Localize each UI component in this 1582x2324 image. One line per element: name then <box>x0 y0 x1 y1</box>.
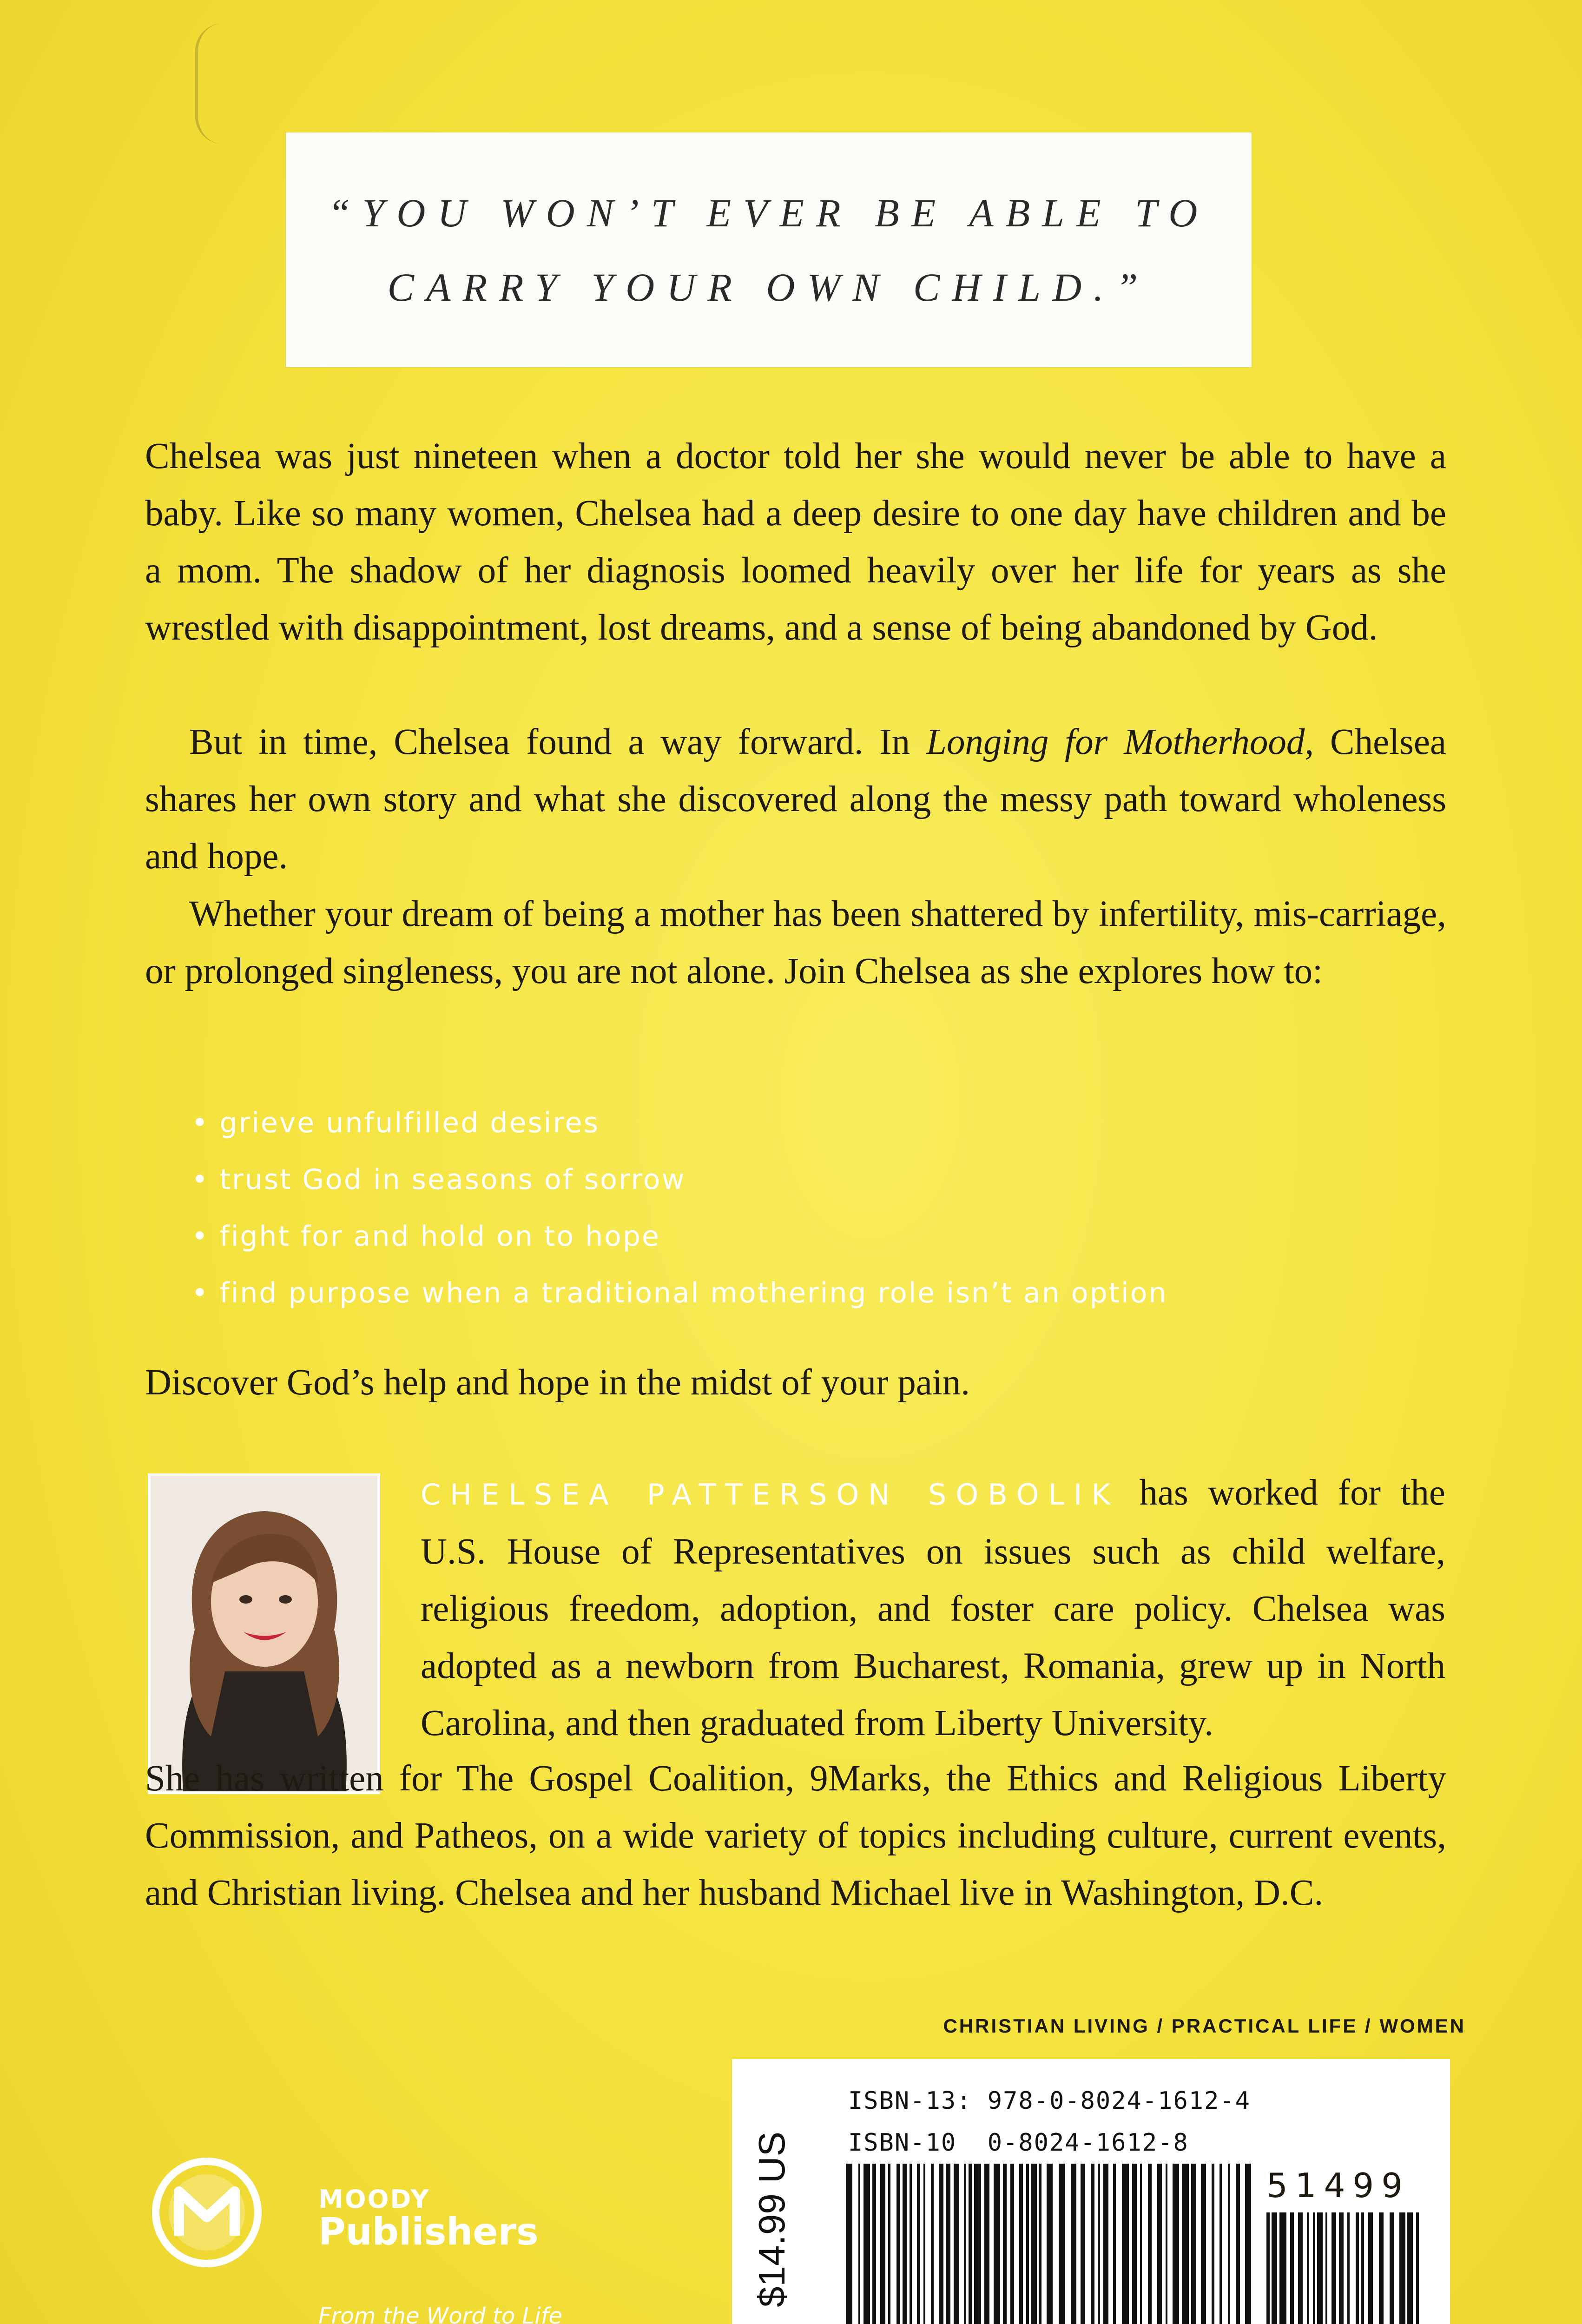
paragraph-3-text: Whether your dream of being a mother has been shattered by infertility, mis-carriage, or prolonged singleness, you are not alone. Join Chelsea as she explores how to: <box>145 894 1446 991</box>
barcode-bar <box>1379 2212 1384 2324</box>
barcode-bar <box>1031 2164 1037 2324</box>
bullet-item: • grieve unfulfilled desires <box>191 1095 1400 1151</box>
description-paragraph-3 <box>145 885 1446 1000</box>
barcode-bar <box>946 2164 950 2324</box>
barcode-bar <box>931 2164 934 2324</box>
barcode-bar <box>1313 2212 1315 2324</box>
description-paragraph-1 <box>145 428 1446 656</box>
barcode-bar <box>1003 2164 1007 2324</box>
pull-quote-box <box>286 132 1252 367</box>
barcode-bar <box>1317 2212 1323 2324</box>
barcode-bar <box>846 2164 852 2324</box>
barcode-bar <box>910 2164 912 2324</box>
barcode-bar <box>1047 2164 1053 2324</box>
barcode-bar <box>1081 2164 1085 2324</box>
author-bio-first <box>421 1464 1445 1752</box>
barcode-bar <box>1212 2164 1214 2324</box>
bullet-item: • fight for and hold on to hope <box>191 1208 1400 1265</box>
bullet-item: • trust God in seasons of sorrow <box>191 1151 1400 1208</box>
barcode-bar <box>872 2164 876 2324</box>
barcode-addon-icon <box>1266 2212 1424 2324</box>
barcode-bar <box>1279 2212 1286 2324</box>
barcode-bar <box>1368 2212 1373 2324</box>
barcode-bar <box>1339 2212 1344 2324</box>
barcode-bar <box>1157 2164 1162 2324</box>
publisher-name-line-1: MOODY <box>318 2185 430 2214</box>
author-bio-first-text: has worked for the U.S. House of Representatives on issues such as child welfare, religious freedom, adoption, and foster care policy. Chelsea was adopted as a newborn from Bucharest, Romania, grew up in North Carolina, and then graduated from Liberty University. <box>421 1472 1445 1743</box>
barcode-bar <box>1390 2212 1394 2324</box>
barcode-bar <box>880 2164 885 2324</box>
publisher-tagline: From the Word to Life <box>318 2303 562 2324</box>
category-label: CHRISTIAN LIVING / PRACTICAL LIFE / WOMEN <box>943 2015 1466 2037</box>
barcode-bar <box>1059 2164 1065 2324</box>
bullet-item: • find purpose when a traditional mothering role isn’t an option <box>191 1265 1400 1321</box>
barcode-bar <box>1166 2164 1167 2324</box>
barcode-bar <box>1245 2164 1251 2324</box>
barcode-bar <box>974 2164 981 2324</box>
author-name: CHELSEA PATTERSON SOBOLIK <box>421 1478 1120 1512</box>
barcode-bar <box>984 2164 989 2324</box>
barcode-bar <box>1182 2164 1189 2324</box>
barcode-bar <box>1026 2164 1029 2324</box>
barcode-bar <box>903 2164 907 2324</box>
barcode-bar <box>1416 2212 1419 2324</box>
barcode-bar <box>1140 2164 1142 2324</box>
barcode-bar <box>1103 2164 1108 2324</box>
barcode-bar <box>1148 2164 1152 2324</box>
paragraph-1-text: Chelsea was just nineteen when a doctor told her she would never be able to have a baby. Like so many women, Chelsea had a deep desire to one day have children and be a mom. The shadow of her diagnosis loomed heavily over her life for years as she wrestled with disappointment, lost dreams, and a sense of being abandoned by God. <box>145 436 1446 648</box>
isbn-10: ISBN-10 0-8024-1612-8 <box>848 2129 1189 2157</box>
barcode-bar <box>994 2164 1000 2324</box>
publisher-name-line-2: Publishers <box>318 2210 539 2253</box>
barcode-bar <box>1290 2212 1294 2324</box>
bullet-list <box>191 1095 1400 1321</box>
barcode-bar <box>1266 2212 1270 2324</box>
barcode-bar <box>1325 2212 1327 2324</box>
author-bio-rest: She has written for The Gospel Coalition, 9Marks, the Ethics and Religious Liberty Commission, and Patheos, on a wide variety of topics including culture, current events, and Christian living. Chelsea and her husband Michael live in Washington, D.C. <box>145 1758 1446 1913</box>
barcode-panel <box>732 2059 1450 2324</box>
description-paragraph-2 <box>145 713 1446 885</box>
barcode-bar <box>954 2164 959 2324</box>
barcode-bar <box>1361 2212 1364 2324</box>
barcode-bar <box>864 2164 870 2324</box>
moody-logo-icon <box>151 2157 263 2268</box>
pull-quote-line-2: CARRY YOUR OWN CHILD.” <box>387 264 1150 310</box>
author-photo <box>148 1473 380 1794</box>
barcode-bar <box>888 2164 890 2324</box>
book-title: Longing for Motherhood <box>926 722 1305 762</box>
barcode-bar <box>1039 2164 1041 2324</box>
barcode-bar <box>1019 2164 1023 2324</box>
barcode-bar <box>1307 2212 1309 2324</box>
barcode-bar <box>858 2164 860 2324</box>
barcode-bar <box>1173 2164 1179 2324</box>
barcode-bar <box>1407 2212 1413 2324</box>
barcode-bar <box>1132 2164 1137 2324</box>
barcode-bar <box>1228 2164 1230 2324</box>
barcode-bar <box>964 2164 966 2324</box>
barcode-bar <box>939 2164 943 2324</box>
barcode-bar <box>1191 2164 1196 2324</box>
barcode-bar <box>1091 2164 1094 2324</box>
barcode-bar <box>896 2164 900 2324</box>
barcode-bar <box>1071 2164 1076 2324</box>
barcode-bar <box>1399 2212 1405 2324</box>
barcode-main-icon <box>846 2164 1255 2324</box>
isbn-13: ISBN-13: 978-0-8024-1612-4 <box>848 2087 1251 2115</box>
price-label: $14.99 US <box>751 2131 792 2308</box>
author-portrait-icon <box>151 1476 377 1791</box>
barcode-bar <box>1098 2164 1100 2324</box>
closing-line: Discover God’s help and hope in the midst of your pain. <box>145 1362 970 1403</box>
barcode-bar <box>1201 2164 1206 2324</box>
barcode-bar <box>923 2164 925 2324</box>
barcode-bar <box>1298 2212 1303 2324</box>
pull-quote-line-1: “YOU WON’T EVER BE ABLE TO <box>328 190 1210 235</box>
barcode-bar <box>1347 2212 1350 2324</box>
barcode-bar <box>1113 2164 1116 2324</box>
paragraph-2-end: , Chelsea shares her own story and what she discovered along the messy path toward wholeness and hope. <box>145 722 1446 877</box>
cover-fold-mark <box>195 23 240 144</box>
barcode-bar <box>1219 2164 1222 2324</box>
paragraph-2-start: But in time, Chelsea found a way forward. In <box>189 722 926 762</box>
barcode-bar <box>1010 2164 1014 2324</box>
barcode-bar <box>1272 2212 1277 2324</box>
barcode-bar <box>1236 2164 1240 2324</box>
barcode-bar <box>969 2164 972 2324</box>
barcode-bar <box>1356 2212 1359 2324</box>
barcode-bar <box>1122 2164 1129 2324</box>
barcode-addon-number: 51499 <box>1266 2166 1411 2205</box>
barcode-bar <box>917 2164 920 2324</box>
barcode-bar <box>1332 2212 1336 2324</box>
